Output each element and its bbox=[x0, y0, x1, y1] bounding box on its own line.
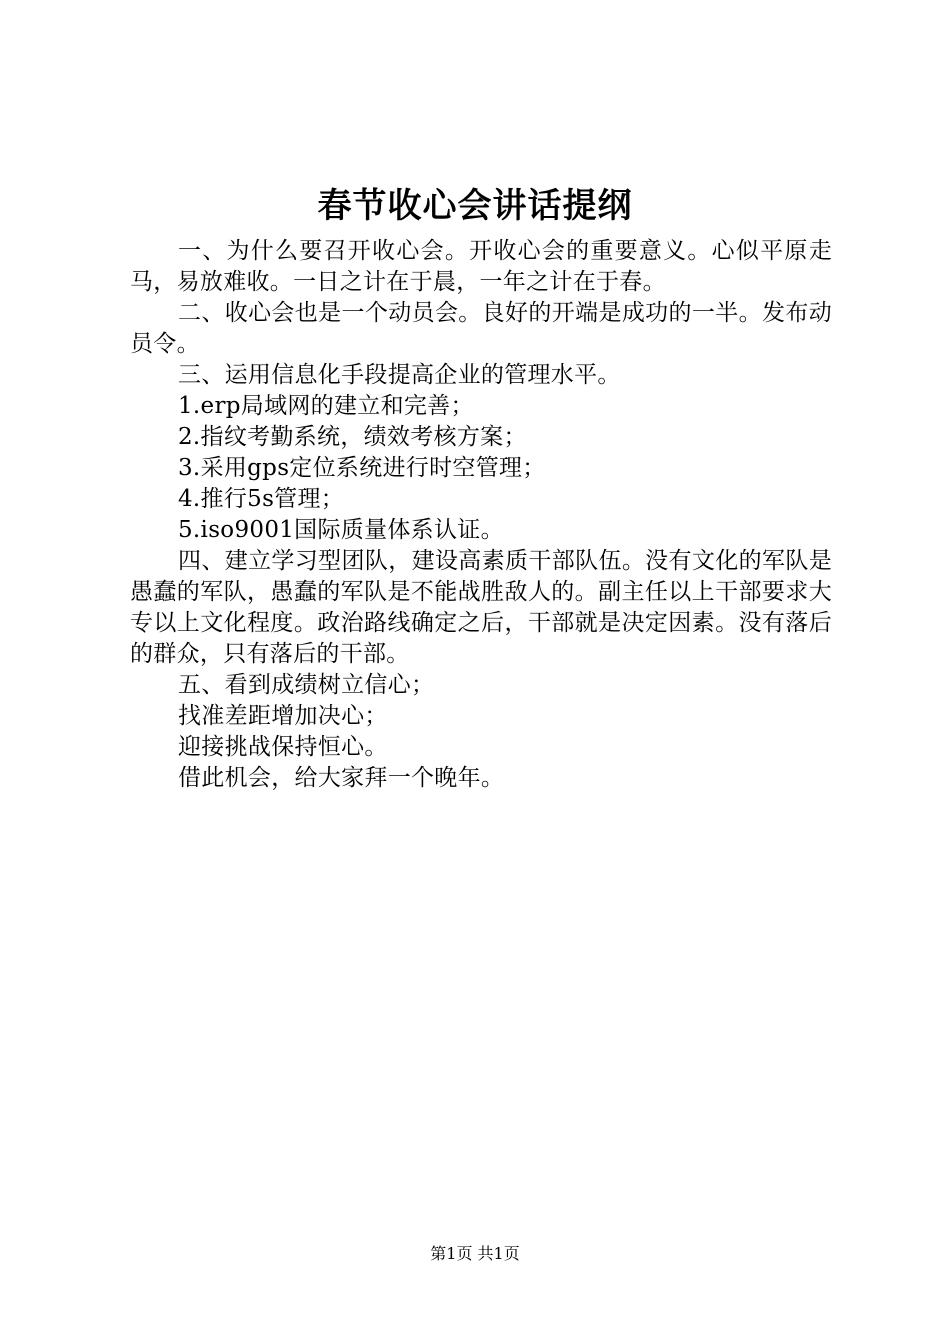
list-item-1: 1.erp局域网的建立和完善； bbox=[178, 393, 474, 419]
list-item-2: 2.指纹考勤系统，绩效考核方案； bbox=[178, 424, 527, 450]
paragraph-8: 借此机会，给大家拜一个晚年。 bbox=[178, 765, 505, 791]
paragraph-6: 找准差距增加决心； bbox=[178, 703, 388, 729]
paragraph-1: 一、为什么要召开收心会。开收心会的重要意义。心似平原走马，易放难收。一日之计在于晨，一年之计在于春。 bbox=[130, 238, 832, 295]
list-item-3: 3.采用gps定位系统进行时空管理； bbox=[178, 455, 546, 481]
document-body bbox=[130, 236, 832, 794]
list-item-5: 5.iso9001国际质量体系认证。 bbox=[178, 517, 504, 543]
document-title: 春节收心会讲话提纲 bbox=[317, 186, 633, 226]
paragraph-4: 四、建立学习型团队，建设高素质干部队伍。没有文化的军队是愚蠢的军队，愚蠢的军队是不能战胜敌人的。副主任以上干部要求大专以上文化程度。政治路线确定之后，干部就是决定因素。没有落后的群众，只有落后的干部。 bbox=[130, 548, 832, 667]
paragraph-2: 二、收心会也是一个动员会。良好的开端是成功的一半。发布动员令。 bbox=[130, 300, 832, 357]
paragraph-7: 迎接挑战保持恒心。 bbox=[178, 734, 388, 760]
page-number-footer: 第1页 共1页 bbox=[430, 1244, 520, 1263]
paragraph-3: 三、运用信息化手段提高企业的管理水平。 bbox=[178, 362, 621, 388]
list-item-4: 4.推行5s管理； bbox=[178, 486, 345, 512]
paragraph-5: 五、看到成绩树立信心； bbox=[178, 672, 435, 698]
